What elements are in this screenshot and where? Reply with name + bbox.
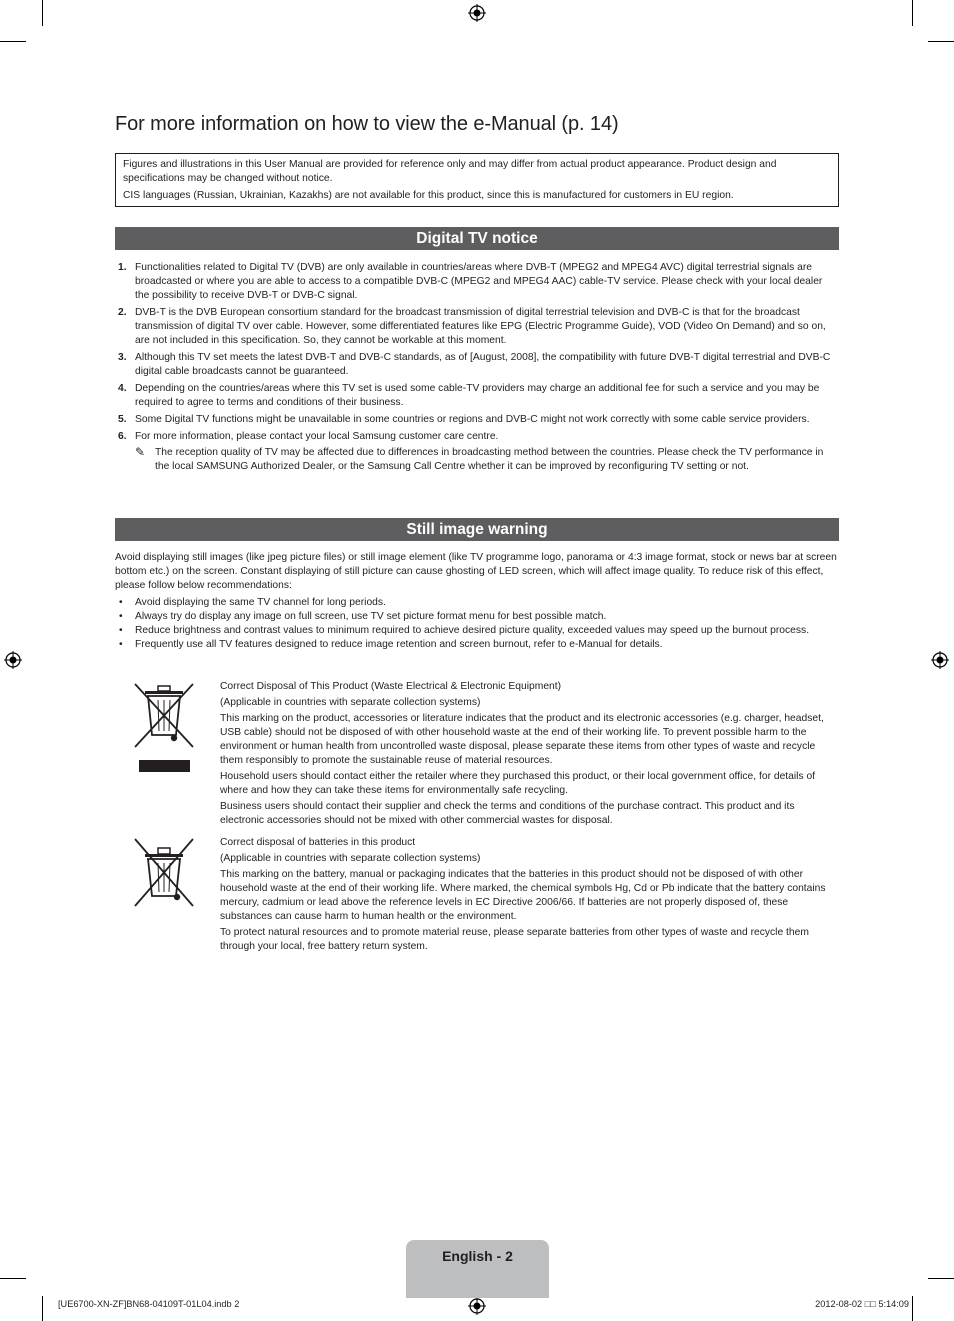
batteries-text: This marking on the battery, manual or packaging indicates that the batteries in this product should not be disposed of with other household waste at the end of their working life. Where marked, the chemical symbols Hg, Cd or Pb indicate that the battery contains mercury, cadmium or lead above the reference levels in EC Directive 2006/66. If batteries are not properly disposed of, these substances can cause harm to human health or the environment.	[220, 869, 826, 922]
item-number: 3.	[118, 352, 127, 363]
crossed-wheelie-bin-icon	[131, 681, 197, 773]
item-number: 6.	[118, 431, 127, 442]
disclaimer-box	[115, 153, 839, 207]
weee-text: This marking on the product, accessories or literature indicates that the product and its electronic accessories (e.g. charger, headset, USB cable) should not be disposed of with other household waste at the end of their working life. To prevent possible harm to the environment or human health from uncontrolled waste disposal, please separate these items from other types of waste and recycle them responsibly to promote the sustainable reuse of material resources.	[220, 713, 824, 766]
disclaimer-text: Figures and illustrations in this User Manual are provided for reference only and may differ from actual product appearance. Product design and specifications may be changed without notice.	[123, 159, 777, 184]
batteries-subheading: (Applicable in countries with separate collection systems)	[220, 853, 481, 864]
bullet-icon: •	[119, 625, 123, 636]
item-number: 5.	[118, 414, 127, 425]
weee-subheading: (Applicable in countries with separate collection systems)	[220, 697, 481, 708]
list-item	[115, 382, 839, 410]
list-item	[115, 306, 839, 348]
page-number: English - 2	[442, 1248, 513, 1264]
item-text: DVB-T is the DVB European consortium standard for the broadcast transmission of digital terrestrial television and DVB-C is that for the broadcast transmission of digital TV over cable. However, some differentiated features like EPG (Electric Programme Guide), VOD (Video On Demand) and so on, are not included in this specification. So, they cannot be workable at this moment.	[135, 307, 826, 346]
list-item	[115, 413, 839, 427]
list-item	[115, 351, 839, 379]
bullet-text: Always try do display any image on full screen, use TV set picture format menu for best possible match.	[135, 611, 607, 622]
registration-mark-icon	[468, 1297, 486, 1315]
print-slug-date: 2012-08-02 □□ 5:14:09	[815, 1299, 909, 1309]
weee-heading: Correct Disposal of This Product (Waste Electrical & Electronic Equipment)	[220, 681, 562, 692]
digital-tv-list	[115, 261, 839, 477]
note-text: The reception quality of TV may be affected due to differences in broadcasting method between the countries. Please check the TV performance in the local SAMSUNG Authorized Dealer, or the Samsung Call Centre whether it can be improved by reconfiguring TV setting or not.	[155, 447, 824, 472]
page-title: For more information on how to view the e-Manual (p. 14)	[115, 113, 619, 135]
note-item	[115, 446, 839, 474]
bullet-text: Reduce brightness and contrast values to minimum required to achieve desired picture quality, exceeded values may speed up the burnout process.	[135, 625, 810, 636]
list-item	[115, 624, 839, 638]
bullet-icon: •	[119, 597, 123, 608]
bullet-icon: •	[119, 611, 123, 622]
bullet-text: Avoid displaying the same TV channel for long periods.	[135, 597, 386, 608]
weee-text: Business users should contact their supplier and check the terms and conditions of the purchase contract. This product and its electronic accessories should not be mixed with other commercial wastes for disposal.	[220, 801, 795, 826]
item-text: Some Digital TV functions might be unavailable in some countries or regions and DVB-C might not work correctly with some cable service providers.	[135, 414, 810, 425]
item-text: Depending on the countries/areas where this TV set is used some cable-TV providers may charge an additional fee for such a service and you may be required to agree to terms and conditions of their business.	[135, 383, 820, 408]
disclaimer-text: CIS languages (Russian, Ukrainian, Kazakhs) are not available for this product, since this is manufactured for customers in EU region.	[123, 190, 734, 201]
crop-mark	[0, 41, 26, 42]
weee-section	[220, 680, 836, 830]
bullet-text: Frequently use all TV features designed to reduce image retention and screen burnout, refer to e-Manual for details.	[135, 639, 663, 650]
registration-mark-icon	[931, 651, 949, 669]
still-image-bullets	[115, 596, 839, 652]
list-item	[115, 261, 839, 303]
print-slug-file: [UE6700-XN-ZF]BN68-04109T-01L04.indb 2	[58, 1299, 240, 1309]
section-heading-digital-tv: Digital TV notice	[115, 227, 839, 250]
weee-text: Household users should contact either the retailer where they purchased this product, or their local government office, for details of where and how they can take these items for environmentally safe recycling.	[220, 771, 816, 796]
crop-mark	[42, 1296, 43, 1321]
pencil-note-icon: ✎	[135, 445, 146, 459]
crop-mark	[928, 1278, 954, 1279]
item-number: 4.	[118, 383, 127, 394]
batteries-heading: Correct disposal of batteries in this product	[220, 837, 416, 848]
crop-mark	[42, 0, 43, 26]
item-text: Functionalities related to Digital TV (DVB) are only available in countries/areas where DVB-T (MPEG2 and MPEG4 AVC) digital terrestrial signals are broadcasted or where you are able to access to a compatible DVB-C (MPEG2 and MPEG4 AAC) cable-TV service. Please check with your local dealer the possibility to receive DVB-T or DVB-C signal.	[135, 262, 823, 301]
still-image-intro: Avoid displaying still images (like jpeg picture files) or still image element (like TV programme logo, panorama or 4:3 image format, stock or news bar at screen bottom etc.) on the screen. Constant displaying of still picture can cause ghosting of LED screen, which will affect image quality. To reduce risk of this effect, please follow below recommendations:	[115, 552, 837, 591]
batteries-section	[220, 836, 836, 956]
section-heading-still-image: Still image warning	[115, 518, 839, 541]
item-text: Although this TV set meets the latest DVB-T and DVB-C standards, as of [August, 2008], the compatibility with future DVB-T digital terrestrial and DVB-C digital cable broadcasts cannot be guaranteed.	[135, 352, 831, 377]
list-item	[115, 610, 839, 624]
item-number: 1.	[118, 262, 127, 273]
crossed-battery-bin-icon	[131, 836, 197, 908]
crop-mark	[0, 1278, 26, 1279]
list-item	[115, 638, 839, 652]
crop-mark	[912, 1296, 913, 1321]
list-item	[115, 430, 839, 444]
crop-mark	[912, 0, 913, 26]
batteries-text: To protect natural resources and to promote material reuse, please separate batteries from other types of waste and recycle them through your local, free battery return system.	[220, 927, 809, 952]
page-number-tab	[406, 1240, 549, 1298]
registration-mark-icon	[468, 4, 486, 22]
list-item	[115, 596, 839, 610]
registration-mark-icon	[4, 651, 22, 669]
item-number: 2.	[118, 307, 127, 318]
bullet-icon: •	[119, 639, 123, 650]
crop-mark	[928, 41, 954, 42]
item-text: For more information, please contact your local Samsung customer care centre.	[135, 431, 499, 442]
